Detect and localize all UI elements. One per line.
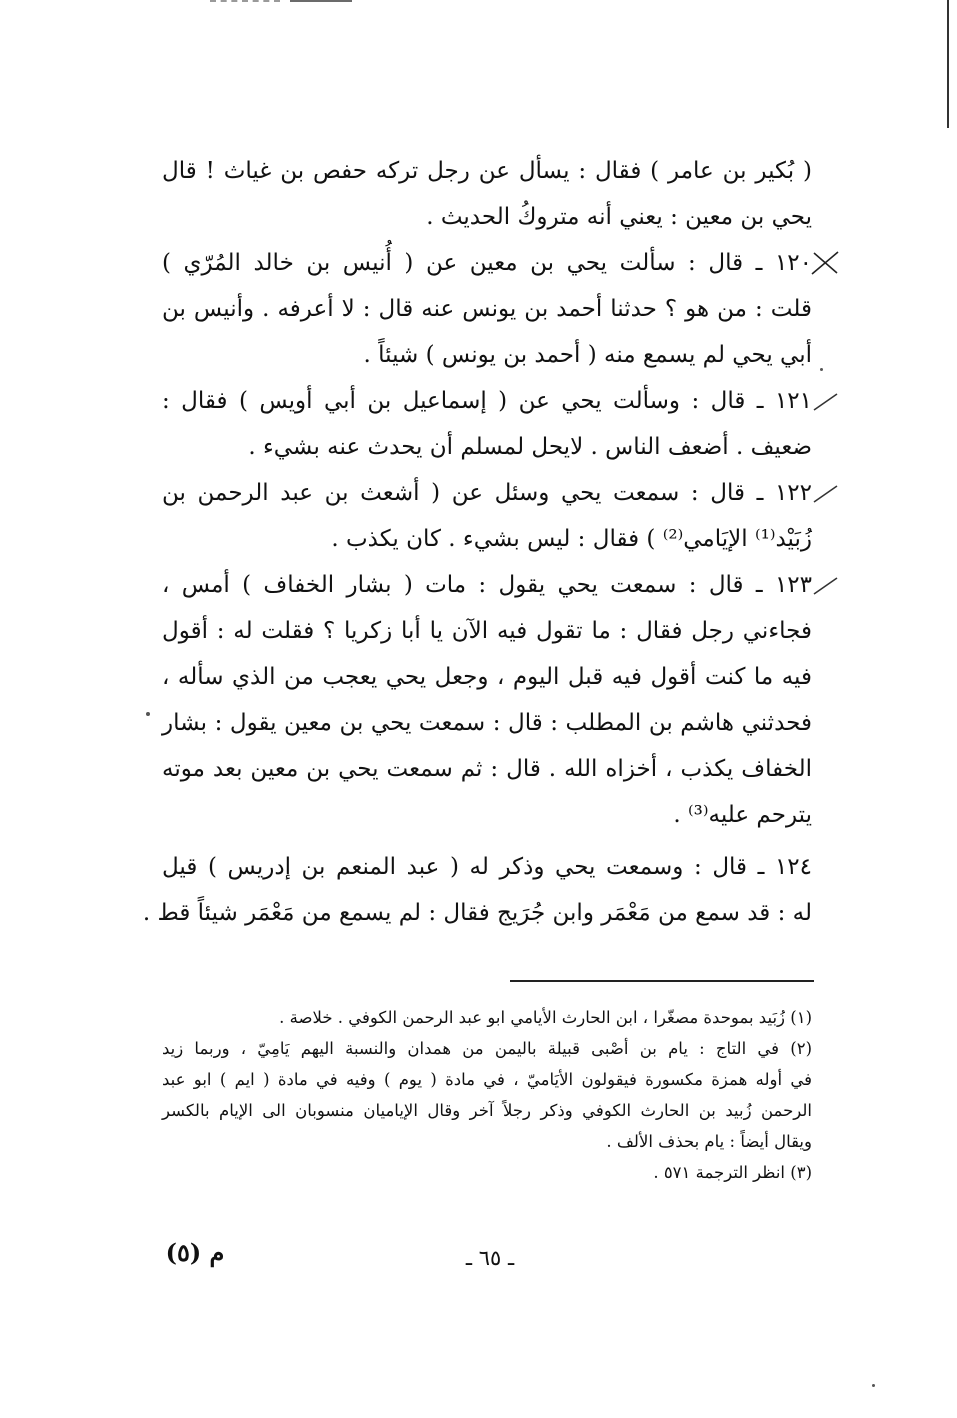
footnote-3: (٣) انظر الترجمة ٥٧١ .: [653, 1163, 812, 1182]
footnote-separator: [510, 980, 814, 982]
entry-121: ١٢١ ـ قال : وسألت يحي عن ( إسماعيل بن أبي أويس ) فقال :: [162, 378, 812, 424]
text-line: يحي بن معين : يعني أنه متروكُ الحديث .: [426, 204, 812, 230]
text-line: الخفاف يكذب ، أخزاه الله . قال : ثم سمعت يحي بن معين بعد موته: [162, 756, 812, 782]
scan-speck: [146, 712, 150, 716]
text-line: فجاءني رجل فقال : ما تقول فيه الآن يا أبا زكريا ؟ فقلت له : أقول: [162, 618, 813, 644]
text-line: فحدثني هاشم بن المطلب : قال : سمعت يحي بن معين يقول : بشار: [162, 710, 812, 736]
text-line: أبي يحي لم يسمع منه ( أحمد بن يونس ) شيئاً .: [363, 342, 812, 368]
scan-artifact-dash: [210, 0, 280, 4]
scan-artifact-rule: [290, 0, 352, 2]
text-line: ضعيف . أضعف الناس . لايحل لمسلم أن يحدث عنه بشيء .: [248, 434, 812, 460]
text-line: له : قد سمع من مَعْمَر وابن جُرَيج فقال : لم يسمع من مَعْمَر شيئاً قط .: [142, 900, 812, 926]
entry-122: ١٢٢ ـ قال : سمعت يحي وسئل عن ( أشعث بن عبد الرحمن بن: [162, 470, 812, 516]
text-line: زُبَيْد⁽¹⁾ الإيَامي⁽²⁾ ) فقال : ليس بشيء . كان يكذب .: [331, 526, 812, 552]
signature-mark: م (٥): [165, 1238, 225, 1267]
footnote-1: (١) زُبَيد بموحدة مصغّرا ، ابن الحارث الأيامي ابو عبد الرحمن الكوفي . خلاصة .: [279, 1008, 812, 1027]
scan-speck: [872, 1384, 875, 1387]
footnotes-block: [162, 1002, 812, 1188]
cross-mark-icon: [810, 250, 840, 276]
footnote-2: (٢) في التاج : يام بن أصْبى قبيلة باليمن من همدان والنسبة اليهم يَامِيّ ، وربما زيد في أوله همزة مكسورة فيقولون الأيَاميّ ، في مادة ( يوم ) وفيه في مادة ( ايم ) ابو عبد الرحمن زُبيد بن الحارث الكوفي وذكر رجلاً آخر وقال الإياميان منسوبان الى الإيام بالكسر ويقال أيضاً : يام بحذف الألف .: [162, 1039, 812, 1151]
entry-124: ١٢٤ ـ قال : وسمعت يحي وذكر له ( عبد المنعم بن إدريس ) قيل: [162, 854, 812, 880]
page-edge-line: [947, 0, 949, 128]
text-line: فيه ما كنت أقول فيه قبل اليوم ، وجعل يحي يعجب من الذي سأله ،: [162, 664, 812, 690]
page-number: ـ ٦٥ ـ: [465, 1246, 515, 1270]
entry-123: ١٢٣ ـ قال : سمعت يحي يقول : مات ( بشار الخفاف ) أمس ،: [162, 562, 812, 608]
main-text-block: [142, 148, 813, 936]
scan-speck: [820, 368, 823, 371]
check-mark-icon: [810, 480, 840, 506]
entry-120: ١٢٠ ـ قال : سألت يحي بن معين عن ( أُنيس بن خالد المُرّي ): [162, 240, 812, 286]
check-mark-icon: [810, 388, 840, 414]
text-line: ( بُكير بن عامر ) فقال : يسأل عن رجل تركه حفص بن غياث ! قال: [162, 158, 812, 184]
text-line: يترحم عليه⁽³⁾ .: [673, 802, 812, 828]
text-line: قلت : من هو ؟ حدثنا أحمد بن يونس عنه قال : لا أعرفه . وأنيس بن: [162, 296, 812, 322]
check-mark-icon: [810, 572, 840, 598]
